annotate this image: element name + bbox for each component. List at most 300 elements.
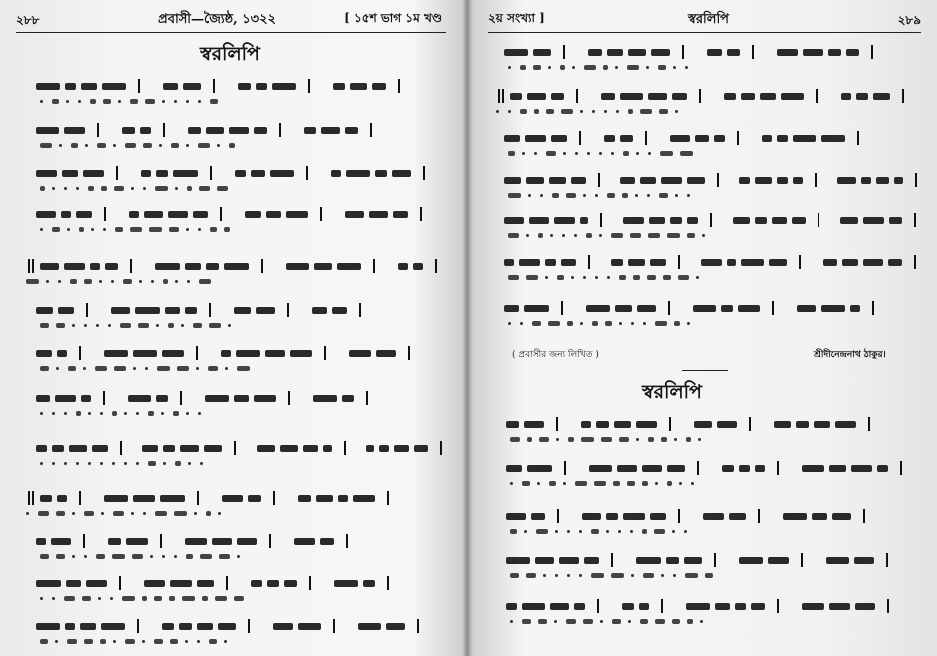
note-glyph (185, 307, 197, 314)
lyric-syllable (611, 233, 623, 238)
sustain-dot (113, 640, 116, 643)
note-glyph (841, 93, 851, 100)
note-glyph (551, 135, 567, 142)
note-glyph (574, 603, 585, 610)
sustain-dot (197, 640, 200, 643)
sustain-dot (59, 144, 62, 147)
barline (387, 576, 389, 590)
note-glyph (332, 307, 347, 314)
note-glyph (636, 421, 657, 428)
barline (758, 509, 760, 523)
lyric-syllable (622, 193, 628, 198)
note-glyph (314, 263, 332, 270)
note-row (504, 300, 937, 316)
left-volume-info: [ ১৫শ ভাগ ১ম খণ্ড (344, 11, 442, 25)
lyric-syllable (169, 596, 175, 601)
lyric-syllable (655, 619, 665, 624)
note-glyph (506, 557, 530, 564)
lyric-syllable (215, 596, 227, 601)
notation-line (472, 44, 937, 74)
sustain-dot (40, 597, 43, 600)
note-glyph (205, 395, 229, 402)
lyric-syllable (508, 151, 515, 156)
notation-line (0, 490, 462, 520)
barline (668, 301, 670, 315)
note-glyph (623, 217, 644, 224)
note-row (504, 130, 937, 146)
note-glyph (144, 211, 163, 218)
lyric-syllable (549, 481, 556, 486)
barline (359, 303, 361, 317)
barline (772, 301, 774, 315)
note-glyph (58, 307, 74, 314)
double-barline (28, 259, 34, 273)
note-glyph (777, 135, 788, 142)
note-glyph (234, 395, 249, 402)
lyric-syllable (510, 573, 519, 578)
barline (900, 461, 902, 475)
note-glyph (321, 127, 340, 134)
sustain-dot (72, 512, 75, 515)
note-glyph (206, 263, 219, 270)
barline (868, 417, 870, 431)
barline (308, 79, 310, 93)
note-glyph (768, 557, 789, 564)
notation-line (0, 533, 462, 563)
note-glyph (821, 135, 845, 142)
lyric-syllable (687, 619, 693, 624)
double-barline (28, 491, 34, 505)
sustain-dot (628, 620, 631, 623)
lyric-syllable (113, 511, 124, 516)
sustain-dot (661, 574, 664, 577)
barline (872, 301, 874, 315)
lyric-syllable (687, 233, 695, 238)
note-glyph (236, 350, 260, 357)
note-glyph (661, 177, 682, 184)
note-glyph (856, 93, 868, 100)
lyric-syllable (52, 227, 60, 232)
note-glyph (61, 211, 71, 218)
note-glyph (64, 263, 85, 270)
lyric-syllable (210, 227, 217, 232)
barline (914, 213, 916, 227)
lyric-syllable (667, 481, 672, 486)
lyric-syllable (115, 227, 123, 232)
barline (306, 166, 308, 180)
note-glyph (338, 495, 348, 502)
barline (138, 79, 140, 93)
note-row (506, 508, 937, 524)
note-glyph (506, 465, 522, 472)
right-section-title: স্বরলিপি (642, 381, 702, 403)
note-glyph (526, 177, 544, 184)
sustain-dot (630, 530, 633, 533)
note-glyph (760, 93, 776, 100)
note-glyph (889, 217, 902, 224)
sustain-dot (91, 228, 94, 231)
lyric-syllable (114, 186, 124, 191)
sustain-dot (83, 367, 86, 370)
lyric-syllable (534, 109, 539, 114)
lyric-syllable (527, 437, 532, 442)
lyric-syllable (202, 596, 208, 601)
sustain-dot (181, 324, 184, 327)
lyric-syllable (640, 619, 648, 624)
sustain-dot (88, 412, 91, 415)
barline (818, 213, 820, 227)
lyric-row (508, 317, 937, 329)
note-glyph (636, 557, 661, 564)
notation-line (472, 508, 937, 538)
note-glyph (55, 395, 76, 402)
lyric-row (510, 433, 937, 445)
note-glyph (170, 580, 192, 587)
sustain-dot (186, 412, 189, 415)
sustain-dot (188, 462, 191, 465)
note-glyph (267, 580, 279, 587)
note-glyph (733, 217, 750, 224)
note-glyph (379, 445, 389, 452)
barline (737, 131, 739, 145)
note-glyph (687, 217, 698, 224)
sustain-dot (534, 152, 537, 155)
lyric-syllable (174, 511, 187, 516)
note-glyph (741, 259, 763, 266)
sustain-dot (543, 574, 546, 577)
note-glyph (694, 421, 712, 428)
note-row (36, 533, 462, 549)
note-glyph (193, 211, 208, 218)
lyric-syllable (26, 279, 39, 284)
notation-line (472, 300, 937, 330)
lyric-syllable (619, 275, 626, 280)
note-glyph (92, 445, 108, 452)
lyric-syllable (142, 596, 147, 601)
lyric-syllable (56, 511, 65, 516)
left-page-header (16, 8, 446, 34)
note-glyph (345, 211, 364, 218)
barline (661, 599, 663, 613)
barline (366, 391, 368, 405)
note-glyph (531, 513, 545, 520)
note-glyph (504, 217, 524, 224)
barline (749, 417, 751, 431)
note-glyph (571, 177, 587, 184)
barline (398, 79, 400, 93)
lyric-syllable (97, 143, 106, 148)
sustain-dot (574, 234, 577, 237)
note-glyph (533, 49, 551, 56)
note-row (36, 575, 462, 591)
note-row (22, 490, 462, 506)
notation-line (472, 254, 937, 284)
lyric-syllable (581, 437, 594, 442)
note-glyph (755, 465, 765, 472)
barline (79, 346, 81, 360)
note-glyph (345, 127, 358, 134)
lyric-syllable (56, 323, 65, 328)
note-row (506, 460, 937, 476)
note-glyph (206, 127, 224, 134)
lyric-syllable (71, 143, 78, 148)
barline (682, 45, 684, 59)
note-glyph (639, 603, 649, 610)
note-glyph (840, 217, 857, 224)
note-glyph (280, 445, 298, 452)
lyric-row (510, 569, 937, 581)
note-glyph (188, 127, 201, 134)
note-glyph (828, 49, 841, 56)
notation-line (0, 122, 462, 152)
notation-line (472, 460, 937, 490)
lyric-syllable (647, 275, 656, 280)
lyric-syllable (234, 596, 244, 601)
sustain-dot (524, 530, 527, 533)
sustain-dot (72, 324, 75, 327)
lyric-syllable (103, 99, 111, 104)
sustain-dot (185, 640, 188, 643)
sustain-dot (599, 152, 602, 155)
lyric-syllable (40, 323, 49, 328)
lyric-syllable (96, 554, 105, 559)
notation-line (0, 345, 462, 375)
note-glyph (413, 263, 423, 270)
note-glyph (826, 557, 849, 564)
notation-line (472, 416, 937, 446)
barline (863, 509, 865, 523)
lyric-syllable (187, 186, 192, 191)
note-glyph (628, 259, 645, 266)
note-glyph (363, 580, 375, 587)
note-glyph (620, 135, 633, 142)
note-glyph (156, 170, 168, 177)
lyric-syllable (640, 109, 652, 114)
lyric-syllable (145, 99, 155, 104)
double-barline (498, 89, 504, 103)
note-glyph (738, 305, 760, 312)
note-glyph (64, 127, 85, 134)
sustain-dot (198, 412, 201, 415)
note-glyph (561, 259, 576, 266)
sustain-dot (520, 322, 523, 325)
note-glyph (554, 217, 575, 224)
note-glyph (812, 513, 827, 520)
note-glyph (51, 538, 71, 545)
note-glyph (783, 513, 807, 520)
barline (816, 89, 818, 103)
barline (220, 207, 222, 221)
barline (119, 576, 121, 590)
note-glyph (414, 445, 428, 452)
lyric-syllable (520, 109, 527, 114)
note-glyph (850, 305, 860, 312)
barline (579, 131, 581, 145)
lyric-syllable (168, 323, 174, 328)
sustain-dot (96, 324, 99, 327)
lyric-syllable (672, 619, 680, 624)
barline (801, 553, 803, 567)
sustain-dot (555, 574, 558, 577)
note-glyph (739, 465, 750, 472)
lyric-syllable (229, 143, 235, 148)
lyric-syllable (611, 573, 624, 578)
note-glyph (550, 603, 569, 610)
note-glyph (877, 465, 888, 472)
lyric-row (26, 275, 462, 287)
note-glyph (863, 259, 883, 266)
note-glyph (727, 49, 740, 56)
note-glyph (126, 538, 148, 545)
note-glyph (615, 305, 632, 312)
note-glyph (622, 603, 634, 610)
sustain-dot (162, 555, 165, 558)
barline (815, 173, 817, 187)
barline (678, 255, 680, 269)
lyric-syllable (654, 529, 665, 534)
note-row (492, 88, 937, 104)
barline (598, 173, 600, 187)
note-glyph (86, 580, 107, 587)
lyric-syllable (130, 227, 142, 232)
note-glyph (888, 259, 902, 266)
note-glyph (104, 350, 128, 357)
note-glyph (36, 83, 60, 90)
lyric-syllable (561, 109, 573, 114)
note-glyph (316, 495, 333, 502)
note-glyph (66, 580, 81, 587)
note-glyph (693, 305, 716, 312)
sustain-dot (583, 276, 586, 279)
sustain-dot (150, 555, 153, 558)
sustain-dot (646, 66, 649, 69)
lyric-syllable (155, 186, 168, 191)
note-glyph (265, 350, 285, 357)
barline (196, 346, 198, 360)
note-glyph (873, 93, 890, 100)
barline (752, 45, 754, 59)
note-glyph (666, 557, 679, 564)
sustain-dot (537, 482, 540, 485)
barline (556, 417, 558, 431)
sustain-dot (648, 152, 651, 155)
sustain-dot (526, 234, 529, 237)
note-glyph (83, 170, 104, 177)
note-glyph (105, 263, 118, 270)
note-glyph (320, 538, 334, 545)
sustain-dot (52, 412, 55, 415)
sustain-dot (636, 438, 639, 441)
lyric-syllable (567, 321, 573, 326)
barline (309, 576, 311, 590)
note-glyph (604, 135, 615, 142)
notation-line (0, 165, 462, 195)
lyric-syllable (169, 227, 179, 232)
sustain-dot (110, 597, 113, 600)
barline (714, 553, 716, 567)
note-glyph (735, 603, 746, 610)
lyric-row (40, 457, 462, 469)
lyric-syllable (79, 227, 84, 232)
lyric-syllable (123, 279, 132, 284)
sustain-dot (145, 367, 148, 370)
lyric-syllable (680, 151, 693, 156)
right-issue-info: ২য় সংখ্যা ] (488, 11, 545, 25)
lyric-row (40, 139, 462, 151)
note-glyph (40, 263, 59, 270)
barline (576, 89, 578, 103)
notation-line (0, 78, 462, 108)
lyric-syllable (84, 639, 93, 644)
lyric-syllable (601, 437, 612, 442)
note-row (504, 172, 937, 188)
sustain-dot (198, 228, 201, 231)
note-glyph (648, 93, 667, 100)
note-glyph (342, 395, 354, 402)
sustain-dot (555, 530, 558, 533)
note-glyph (369, 211, 388, 218)
note-glyph (76, 211, 92, 218)
barline (344, 441, 346, 455)
sustain-dot (40, 412, 43, 415)
note-glyph (524, 421, 544, 428)
barline (717, 173, 719, 187)
note-glyph (229, 127, 249, 134)
sustain-dot (58, 280, 61, 283)
lyric-syllable (84, 511, 94, 516)
note-glyph (298, 495, 311, 502)
barline (669, 417, 671, 431)
note-glyph (687, 177, 705, 184)
note-glyph (254, 395, 276, 402)
barline (914, 255, 916, 269)
note-glyph (650, 513, 666, 520)
barline (79, 491, 81, 505)
note-glyph (650, 259, 666, 266)
note-glyph (36, 395, 50, 402)
sustain-dot (175, 280, 178, 283)
barline (226, 576, 228, 590)
note-glyph (298, 623, 321, 630)
lyric-syllable (40, 143, 52, 148)
sustain-dot (156, 324, 159, 327)
lyric-syllable (70, 279, 77, 284)
sustain-dot (672, 530, 675, 533)
note-glyph (251, 580, 262, 587)
note-glyph (90, 263, 100, 270)
note-glyph (140, 127, 151, 134)
note-glyph (781, 93, 804, 100)
lyric-syllable (171, 143, 179, 148)
lyric-row (510, 525, 937, 537)
note-glyph (741, 93, 755, 100)
sustain-dot (163, 462, 166, 465)
notation-line (472, 598, 937, 628)
note-glyph (40, 495, 52, 502)
note-glyph (36, 623, 60, 630)
lyric-syllable (591, 529, 599, 534)
sustain-dot (225, 367, 228, 370)
sustain-dot (508, 110, 511, 113)
lyric-syllable (206, 511, 211, 516)
barline (871, 45, 873, 59)
note-glyph (670, 135, 690, 142)
note-glyph (36, 307, 53, 314)
note-glyph (257, 445, 275, 452)
lyric-syllable (667, 233, 680, 238)
sustain-dot (636, 152, 639, 155)
sustain-dot (151, 280, 154, 283)
